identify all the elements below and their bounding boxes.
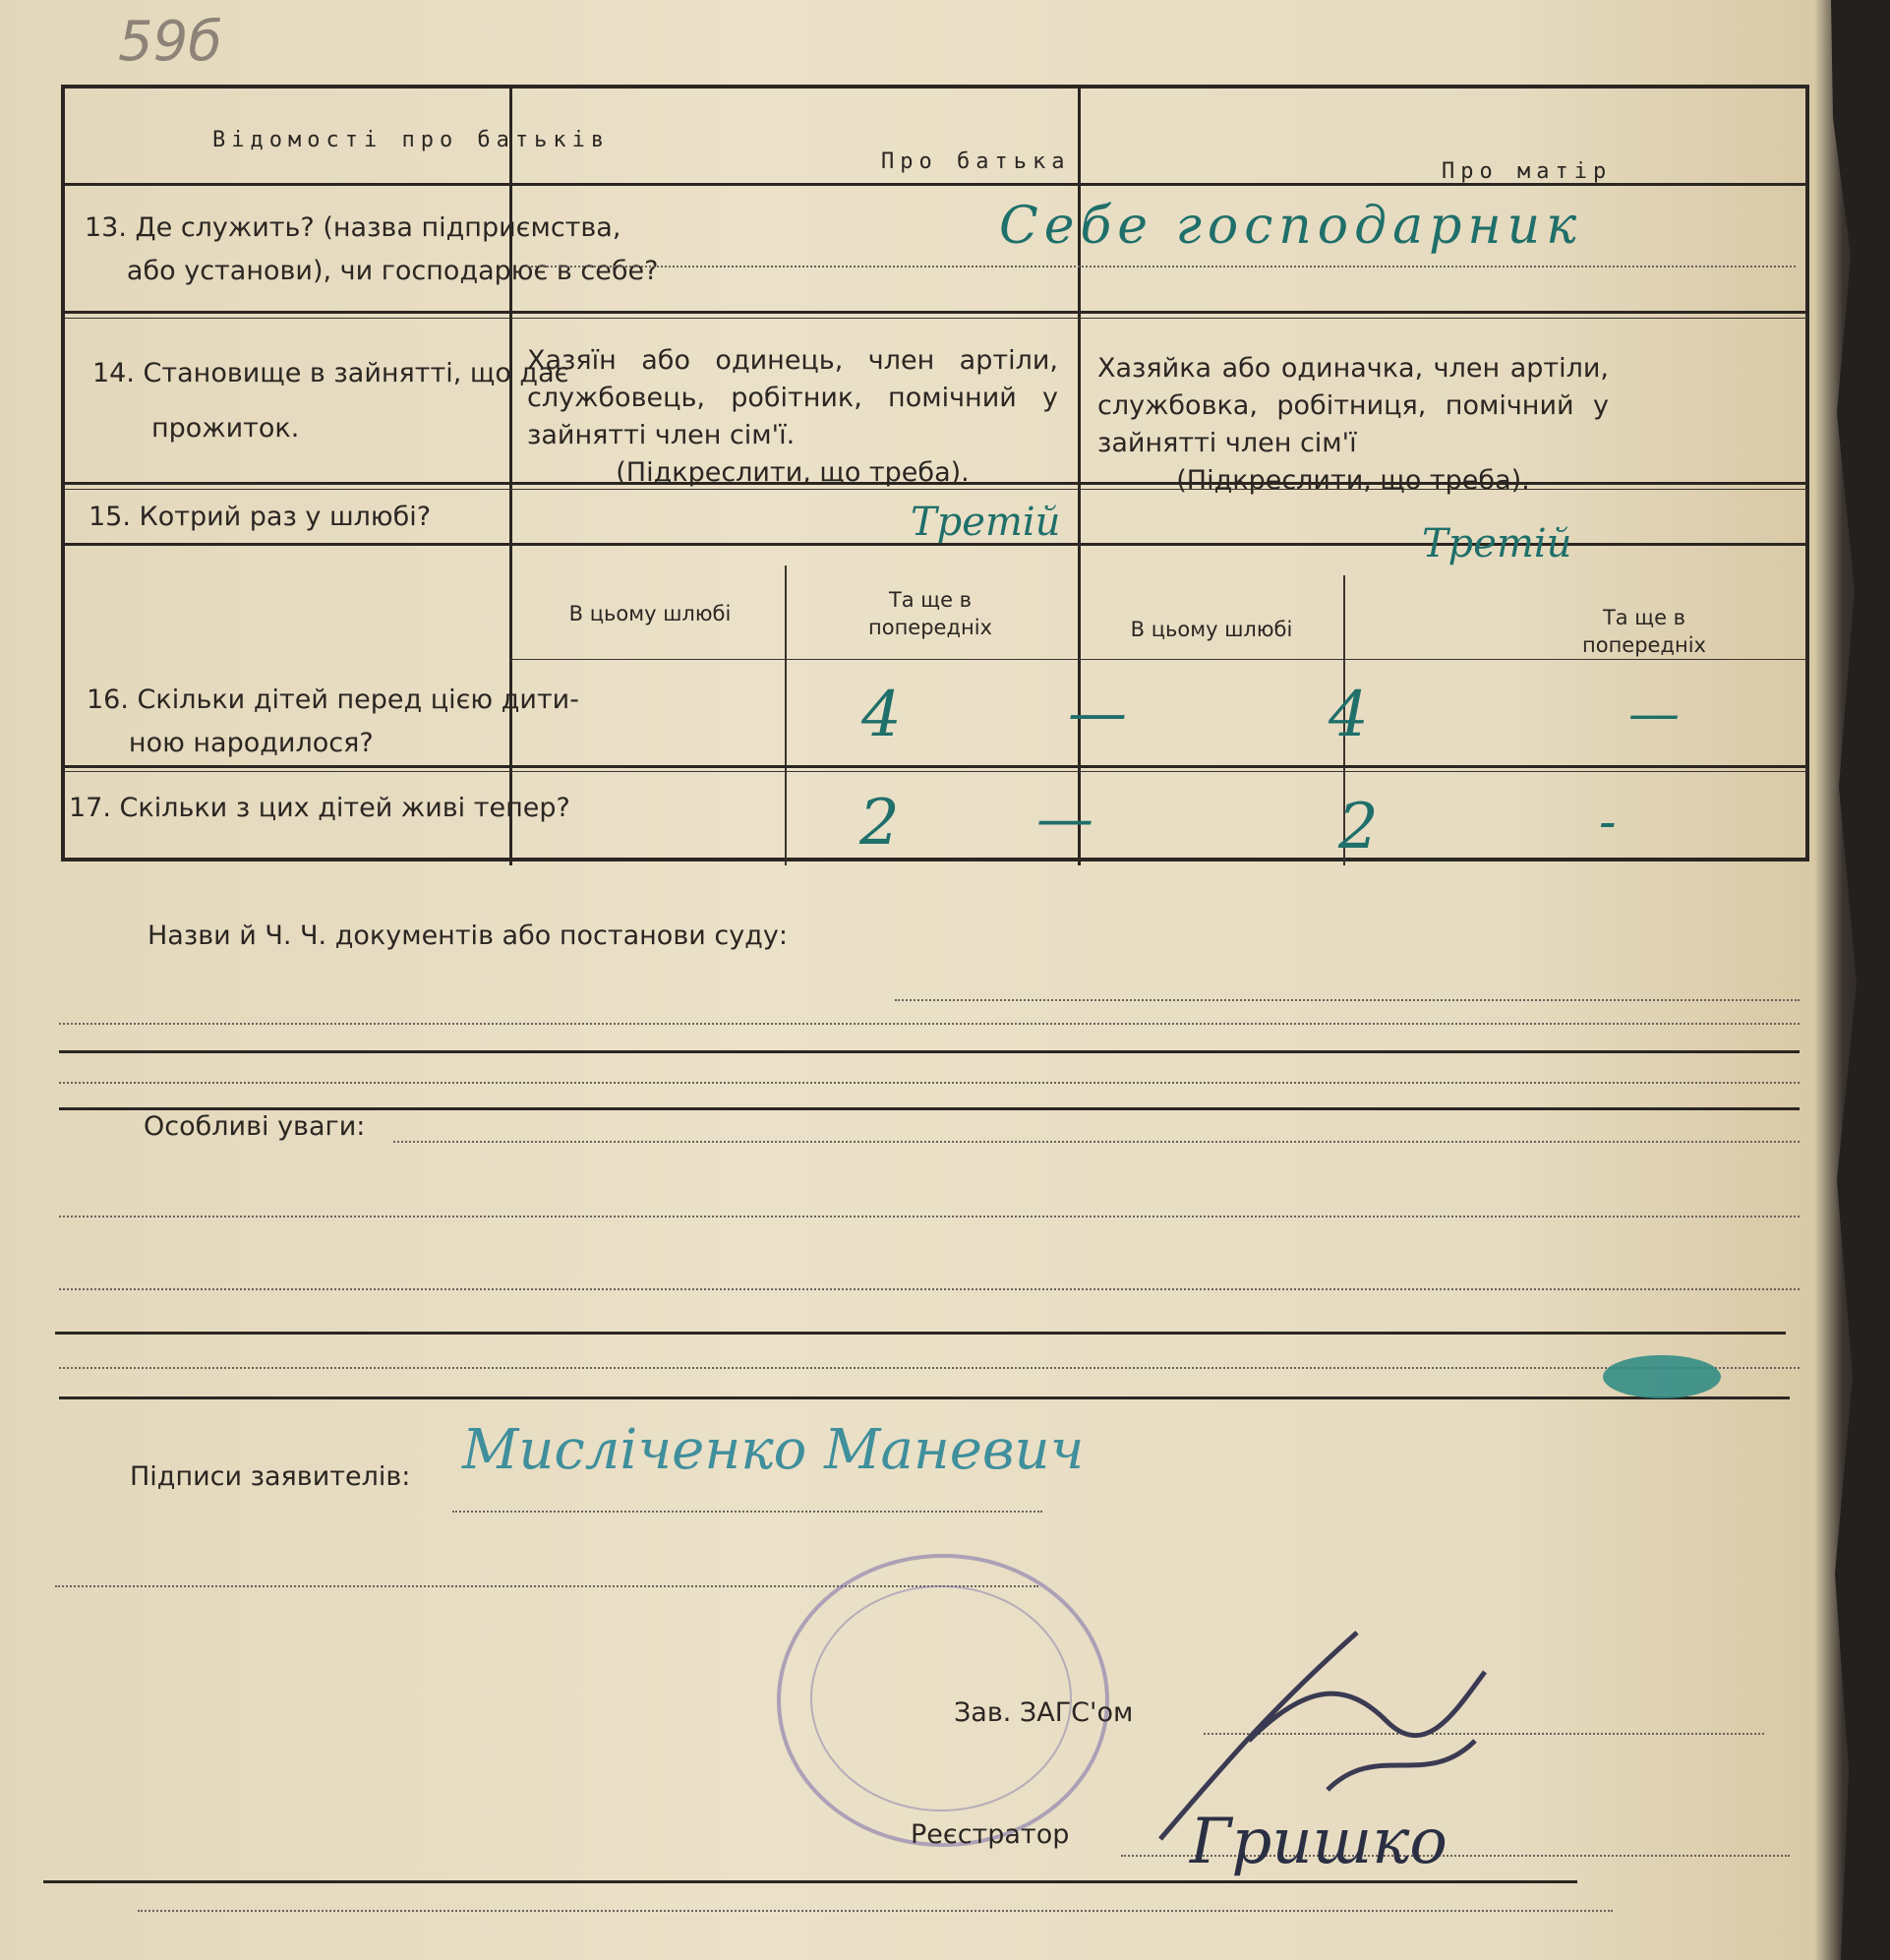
documents-label: Назви й Ч. Ч. документів або постанови суду: (148, 921, 788, 951)
parents-info-table (61, 85, 1809, 861)
documents-rule-1 (59, 1050, 1800, 1053)
pencil-note: 59б (118, 10, 222, 74)
q13-text-line1: Де служить? (назва підприємства, (135, 212, 621, 243)
rule-13 (65, 311, 1809, 314)
torn-edge (1831, 0, 1890, 1960)
head-zags-label: Зав. ЗАГС'ом (954, 1697, 1134, 1728)
rule-sub-head (509, 659, 1809, 660)
q16-label (87, 679, 579, 765)
q13-text-line2: або установи), чи господарює в себе? (126, 256, 659, 286)
signatures-label: Підписи заявителів: (130, 1461, 411, 1492)
q16-sub-prev-mother: Та ще в попередніх (1582, 606, 1706, 657)
q13-label (85, 207, 658, 293)
q14-label (92, 352, 568, 450)
q17-mother-this: 2 (1338, 791, 1379, 863)
q14-text-line1: Становище в зайнятті, що дає (143, 358, 569, 388)
q15-father-answer: Третій (911, 500, 1061, 545)
q17-mother-prev: - (1599, 793, 1617, 852)
remarks-line-3 (59, 1288, 1800, 1290)
q16-sub-this-mother: В цьому шлюбі (1130, 618, 1293, 641)
q14-text-line2: прожиток. (151, 413, 300, 444)
registrar-label: Реєстратор (911, 1819, 1070, 1850)
q13-number: 13. (85, 212, 127, 243)
q13-answer: Себе господарник (999, 197, 1583, 256)
q15-text: Котрий раз у шлюбі? (139, 502, 432, 532)
q14-mother-note: (Підкреслити, що треба). (1176, 465, 1530, 496)
signatures-line (452, 1511, 1042, 1513)
signatures-value: Мисліченко Маневич (462, 1418, 1085, 1482)
q16-mother-this: 4 (1329, 679, 1369, 751)
q15-number: 15. (89, 502, 131, 532)
q16-number: 16. (87, 684, 129, 715)
q16-text-line1: Скільки дітей перед цією дити- (137, 684, 579, 715)
ink-blot (1603, 1355, 1721, 1398)
remarks-line-4 (59, 1367, 1800, 1369)
q14-father-options: Хазяїн або одинець, член артіли, службовець, робітник, помічний у зайнятті член сім'ї. (527, 345, 1058, 450)
documents-line-2 (59, 1023, 1800, 1025)
remarks-line-1 (393, 1141, 1800, 1143)
rule-header (65, 183, 1809, 186)
registrar-signature: Гришко (1190, 1806, 1447, 1878)
q14-father-cell (527, 342, 1058, 492)
remarks-line-2 (59, 1216, 1800, 1218)
remarks-rule-2 (59, 1396, 1790, 1399)
remarks-rule-1 (55, 1332, 1786, 1335)
q14-mother-cell (1097, 350, 1609, 500)
header-parents: Відомості про батьків (212, 128, 611, 152)
header-mother: Про матір (1442, 159, 1613, 184)
q15-mother-answer: Третій (1422, 521, 1572, 566)
q13-answer-line (527, 266, 1796, 267)
rule-16b (65, 771, 1809, 772)
q17-father-prev: — (1036, 785, 1093, 852)
documents-line-3 (59, 1082, 1800, 1084)
q16-mother-prev: — (1628, 684, 1680, 743)
q14-number: 14. (92, 358, 135, 388)
q16-father-this: 4 (861, 679, 902, 751)
rule-16 (65, 765, 1809, 768)
bottom-dots (138, 1910, 1613, 1912)
documents-line-1 (895, 999, 1800, 1001)
q16-sub-prev-father: Та ще в попередніх (868, 588, 992, 639)
divider-sub-father (785, 565, 787, 865)
documents-rule-2 (59, 1107, 1800, 1110)
q17-text: Скільки з цих дітей живі тепер? (119, 793, 570, 823)
q16-sub-this-father: В цьому шлюбі (568, 602, 732, 625)
q17-number: 17. (69, 793, 111, 823)
q14-father-note: (Підкреслити, що треба). (616, 457, 970, 488)
q17-father-this: 2 (859, 787, 900, 860)
remarks-label: Особливі уваги: (144, 1111, 366, 1142)
q15-label (89, 496, 431, 539)
rule-13b (65, 318, 1809, 319)
q17-label (69, 787, 570, 830)
bottom-rule (43, 1880, 1577, 1883)
q16-text-line2: ною народилося? (128, 728, 374, 758)
q16-father-prev: — (1068, 679, 1127, 747)
header-father: Про батька (881, 149, 1071, 174)
q14-mother-options: Хазяйка або одиначка, член артіли, службовка, робітниця, помічний у зайнятті член сім'ї (1097, 353, 1609, 458)
